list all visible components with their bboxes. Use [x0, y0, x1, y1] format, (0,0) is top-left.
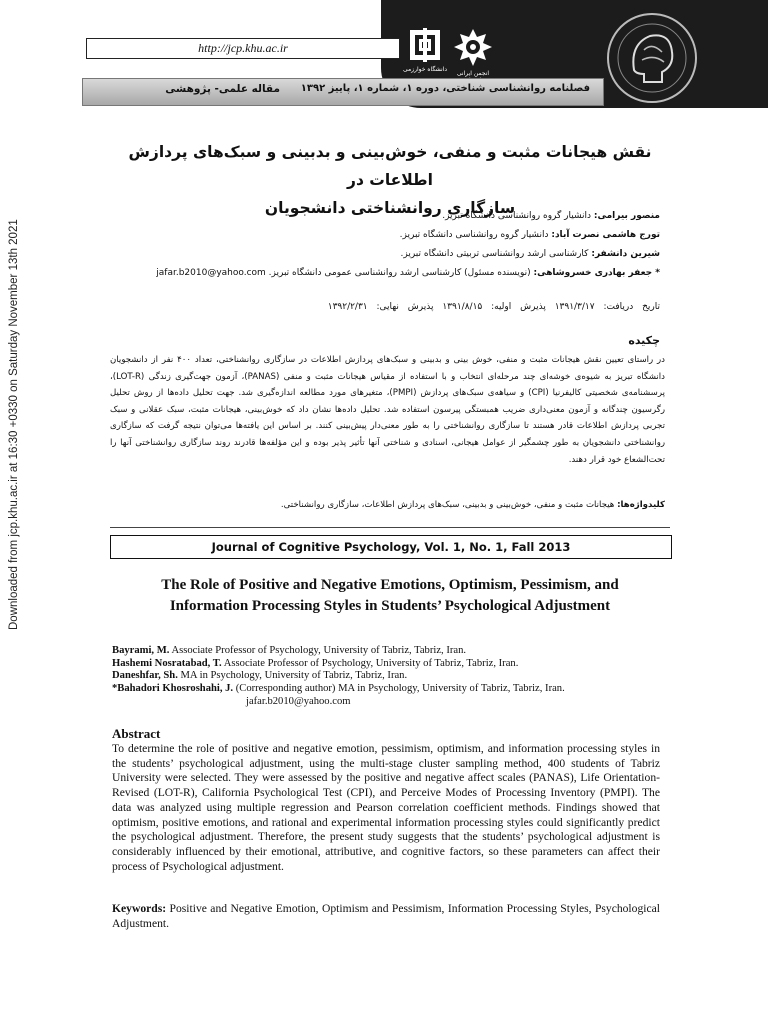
- persian-abstract-heading: چکیده: [628, 334, 660, 347]
- english-author: [112, 645, 672, 656]
- english-keywords-label: Keywords:: [112, 902, 167, 915]
- persian-title-line-1: نقش هیجانات مثبت و منفی، خوش‌بینی و بدبینی و سبک‌های پردازش اطلاعات در: [128, 143, 652, 189]
- english-title: [110, 575, 670, 617]
- english-author-name: Hashemi Nosratabad, T.: [112, 658, 222, 669]
- persian-author-name: * جعفر بهادری خسروشاهی:: [533, 268, 660, 278]
- persian-author-name: تورج هاشمی نصرت آباد:: [551, 230, 660, 240]
- english-author: [112, 658, 672, 669]
- association-logo-caption: انجمن ایرانی: [456, 70, 490, 77]
- journal-url-link[interactable]: http://jcp.khu.ac.ir: [86, 38, 400, 59]
- university-logo-caption: دانشگاه خوارزمی: [402, 66, 448, 73]
- download-stamp-text: Downloaded from jcp.khu.ac.ir at 16:30 +0330 on Saturday November 13th 2021: [8, 219, 20, 630]
- english-abstract: To determine the role of positive and negative emotion, pessimism, optimism, and information processing styles in the students’ psychological adjustment, using the multi-stage cluster sampling method, 400 students of Tabriz University were selected. They were assessed by the positive and negative affect scales (PANAS), Life Orientation-Revised (LOT-R), California Psychological Test (CPI), and Perceive Modes of Processing Inventory (PMPI). The data was analyzed using multiple regression and Pearson correlation coefficient methods. Findings showed that optimism, positive emotions, and rational and experimental information processing styles could significantly predict the psychological adjustment. Therefore, the present study suggests that the students’ psychological adjustment is considerably influenced by their emotional, attributive, and cognitive factors, so these parameters can affect their process of Psychological adjustment.: [112, 742, 660, 873]
- english-abstract-heading: Abstract: [112, 726, 161, 741]
- journal-issue-info: فصلنامه روانشناسی شناختی، دوره ۱، شماره ۱، پاییز ۱۳۹۲: [300, 83, 590, 94]
- persian-author-name: منصور بیرامی:: [593, 211, 660, 221]
- english-author: [112, 670, 672, 681]
- persian-author-name: شیرین دانشفر:: [591, 249, 660, 259]
- english-author-affiliation: Associate Professor of Psychology, University of Tabriz, Tabriz, Iran.: [169, 645, 467, 656]
- english-author-name: Daneshfar, Sh.: [112, 670, 178, 681]
- journal-citation-box: Journal of Cognitive Psychology, Vol. 1, No. 1, Fall 2013: [110, 535, 672, 559]
- persian-author-affiliation: دانشیار گروه روانشناسی دانشگاه تبریز.: [442, 211, 592, 221]
- english-keywords-text: Positive and Negative Emotion, Optimism and Pessimism, Information Processing Styles, Psychological Adjustment.: [112, 902, 660, 930]
- corresponding-email[interactable]: jafar.b2010@yahoo.com: [246, 696, 351, 707]
- persian-keywords-label: کلیدواژه‌ها:: [617, 500, 665, 510]
- persian-author-affiliation: دانشیار گروه روانشناسی دانشگاه تبریز.: [399, 230, 549, 240]
- download-stamp: [8, 219, 28, 650]
- english-author-name: *Bahadori Khosroshahi, J.: [112, 683, 234, 694]
- persian-author: [150, 268, 660, 278]
- persian-keywords-text: هیجانات مثبت و منفی، خوش‌بینی و بدبینی، سبک‌های پردازش اطلاعات، سازگاری روانشناختی.: [280, 500, 615, 510]
- persian-title: [110, 138, 670, 222]
- english-author-affiliation: MA in Psychology, University of Tabriz, Tabriz, Iran.: [177, 670, 408, 681]
- persian-author: [150, 230, 660, 240]
- university-logo-icon: [402, 28, 448, 73]
- persian-author-affiliation: (نویسنده مسئول) کارشناسی ارشد روانشناسی عمومی دانشگاه تبریز. jafar.b2010@yahoo.com: [156, 268, 531, 278]
- english-title-line-1: The Role of Positive and Negative Emotions, Optimism, Pessimism, and: [161, 577, 619, 593]
- persian-author: [150, 211, 660, 221]
- english-author-affiliation: (Corresponding author) MA in Psychology, University of Tabriz, Tabriz, Iran.: [233, 683, 565, 694]
- english-author-affiliation: Associate Professor of Psychology, University of Tabriz, Tabriz, Iran.: [221, 658, 519, 669]
- article-type: مقاله علمی- پژوهشی: [165, 83, 280, 95]
- association-logo-icon: [452, 28, 494, 78]
- journal-emblem-icon: [604, 10, 700, 106]
- persian-author-affiliation: کارشناسی ارشد روانشناسی تربیتی دانشگاه تبریز.: [400, 249, 589, 259]
- persian-title-line-2: سازگاری روانشناختی دانشجویان: [264, 199, 516, 217]
- persian-abstract: در راستای تعیین نقش هیجانات مثبت و منفی، خوش بینی و بدبینی و سبک‌های پردازش اطلاعات در سازگاری روانشناختی، تعداد ۴۰۰ نفر از دانشجویان دانشگاه تبریز به شیوه‌ی خوشه‌ای چند مرحله‌ای انتخاب و با استفاده از مقیاس هیجانات مثبت و منفی (PANAS)، آزمون جهت‌گیری زندگی (LOT-R)، پرسشنامه‌ی شخصیتی کالیفرنیا (CPI) و سیاهه‌ی سبک‌های پردازش (PMPI)، متغیرهای مورد مطالعه اندازه‌گیری شد. جهت تحلیل داده‌ها از روش تحلیل رگرسیون چندگانه و آزمون معنی‌داری ضریب همبستگی پیرسون استفاده شد. تحلیل داده‌ها نشان داد که خوش‌بینی، هیجانات مثبت، سبک عقلانی و سبک تجربی پردازش اطلاعات قادر هستند تا سازگاری روانشناختی را به طور معنی‌دار پیش‌بینی کنند. بر اساس این یافته‌ها می‌توان نتیجه گرفت که سازگاری روانشناختی دانشجویان به طور چشمگیر از عوامل هیجانی، اسنادی و شناختی آنها تأثیر پذیر بوده و این مؤلفه‌ها قادرند روند سازگاری روانشناختی آنها را تحت‌الشعاع خود قرار دهند.: [110, 355, 666, 465]
- persian-author: [150, 249, 660, 259]
- english-title-line-2: Information Processing Styles in Students’ Psychological Adjustment: [169, 598, 611, 614]
- submission-dates: تاریخ دریافت: ۱۳۹۱/۳/۱۷ پذیرش اولیه: ۱۳۹۱/۸/۱۵ پذیرش نهایی: ۱۳۹۲/۲/۳۱: [327, 302, 660, 312]
- english-author-name: Bayrami, M.: [112, 645, 170, 656]
- english-keywords: [112, 902, 660, 931]
- section-divider: [110, 527, 670, 528]
- english-author: [112, 683, 672, 694]
- persian-keywords: [110, 500, 665, 510]
